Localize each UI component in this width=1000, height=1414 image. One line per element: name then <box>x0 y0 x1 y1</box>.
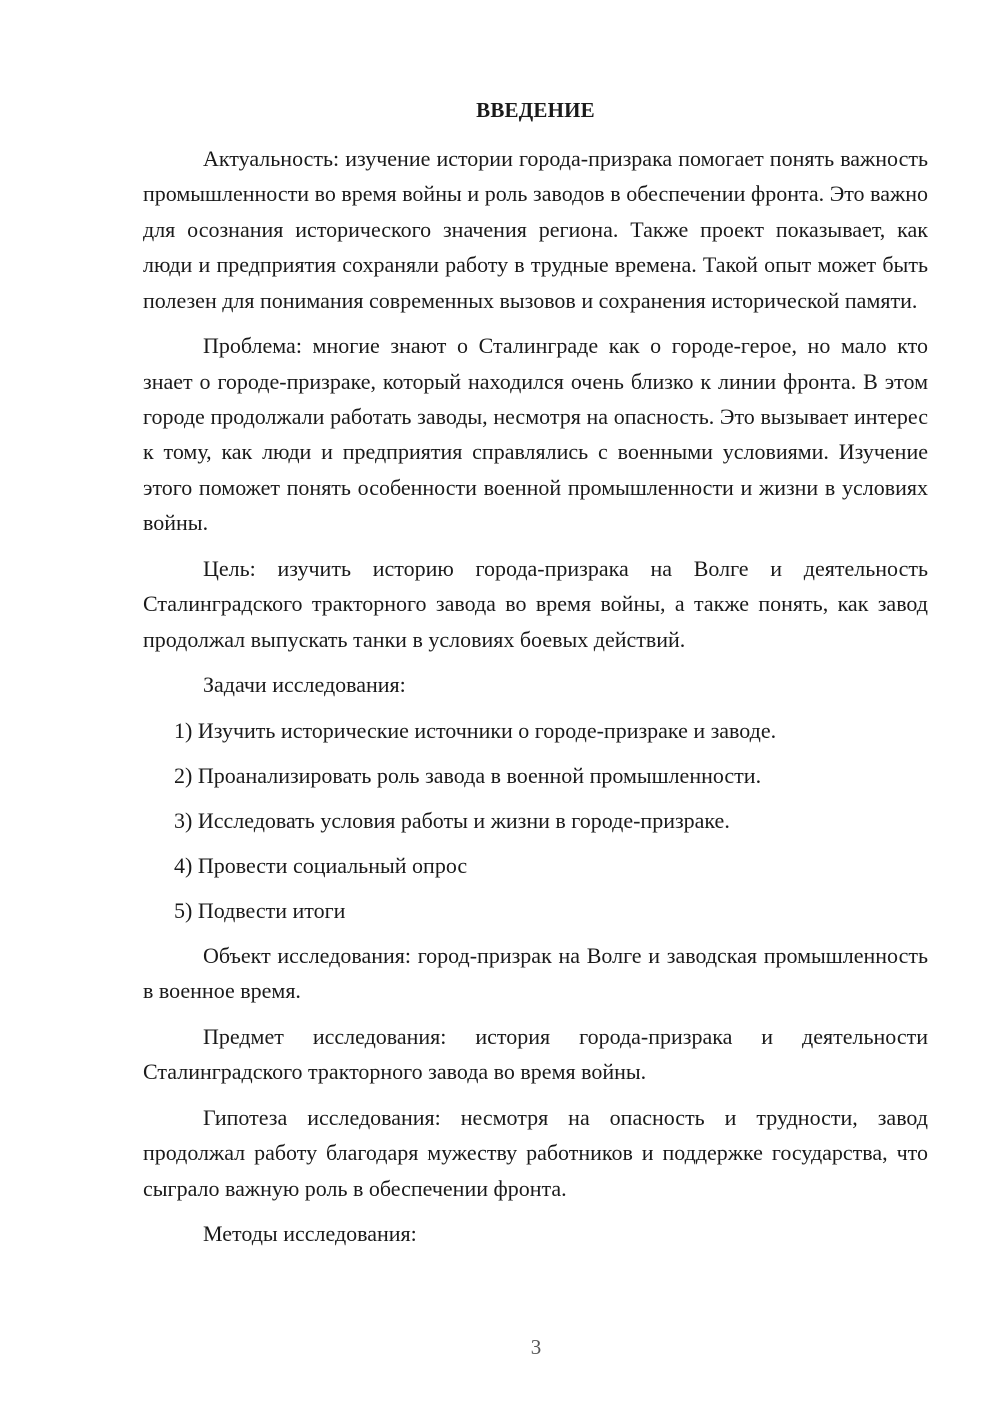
paragraph-relevance: Актуальность: изучение истории города-призрака помогает понять важность промышленности во время войны и роль заводов в обеспечении фронта. Это важно для осознания исторического значения региона. Также проект показывает, как люди и предприятия сохраняли работу в трудные времена. Такой опыт может быть полезен для понимания современных вызовов и сохранения исторической памяти. <box>143 146 928 313</box>
page-number: 3 <box>530 1335 542 1359</box>
list-item: 4) Провести социальный опрос <box>174 852 468 878</box>
paragraph-subject: Предмет исследования: история города-призрака и деятельности Сталинградского тракторного завода во время войны. <box>143 1023 928 1085</box>
tasks-heading: Задачи исследования: <box>203 672 406 698</box>
paragraph-problem: Проблема: многие знают о Сталинграде как о городе-герое, но мало кто знает о городе-призраке, который находился очень близко к линии фронта. В этом городе продолжали работать заводы, несмотря на опасность. Это вызывает интерес к тому, как люди и предприятия справлялись с военными условиями. Изучение этого поможет понять особенности военной промышленности и жизни в условиях войны. <box>143 333 928 536</box>
paragraph-hypothesis: Гипотеза исследования: несмотря на опасность и трудности, завод продолжал работу благодаря мужеству работников и поддержке государства, что сыграло важную роль в обеспечении фронта. <box>143 1104 928 1201</box>
list-item: 1) Изучить исторические источники о городе-призраке и заводе. <box>174 717 777 743</box>
list-item: 2) Проанализировать роль завода в военной промышленности. <box>174 762 762 788</box>
methods-heading: Методы исследования: <box>203 1221 417 1247</box>
tasks-list <box>143 713 928 928</box>
paragraph-goal: Цель: изучить историю города-призрака на Волге и деятельность Сталинградского тракторного завода во время войны, а также понять, как завод продолжал выпускать танки в условиях боевых действий. <box>143 555 928 652</box>
document-body <box>143 141 928 1262</box>
list-item: 5) Подвести итоги <box>174 897 346 923</box>
paragraph-object: Объект исследования: город-призрак на Волге и заводская промышленность в военное время. <box>143 942 928 1004</box>
list-item: 3) Исследовать условия работы и жизни в городе-призраке. <box>174 807 730 833</box>
section-title: ВВЕДЕНИЕ <box>476 98 595 122</box>
